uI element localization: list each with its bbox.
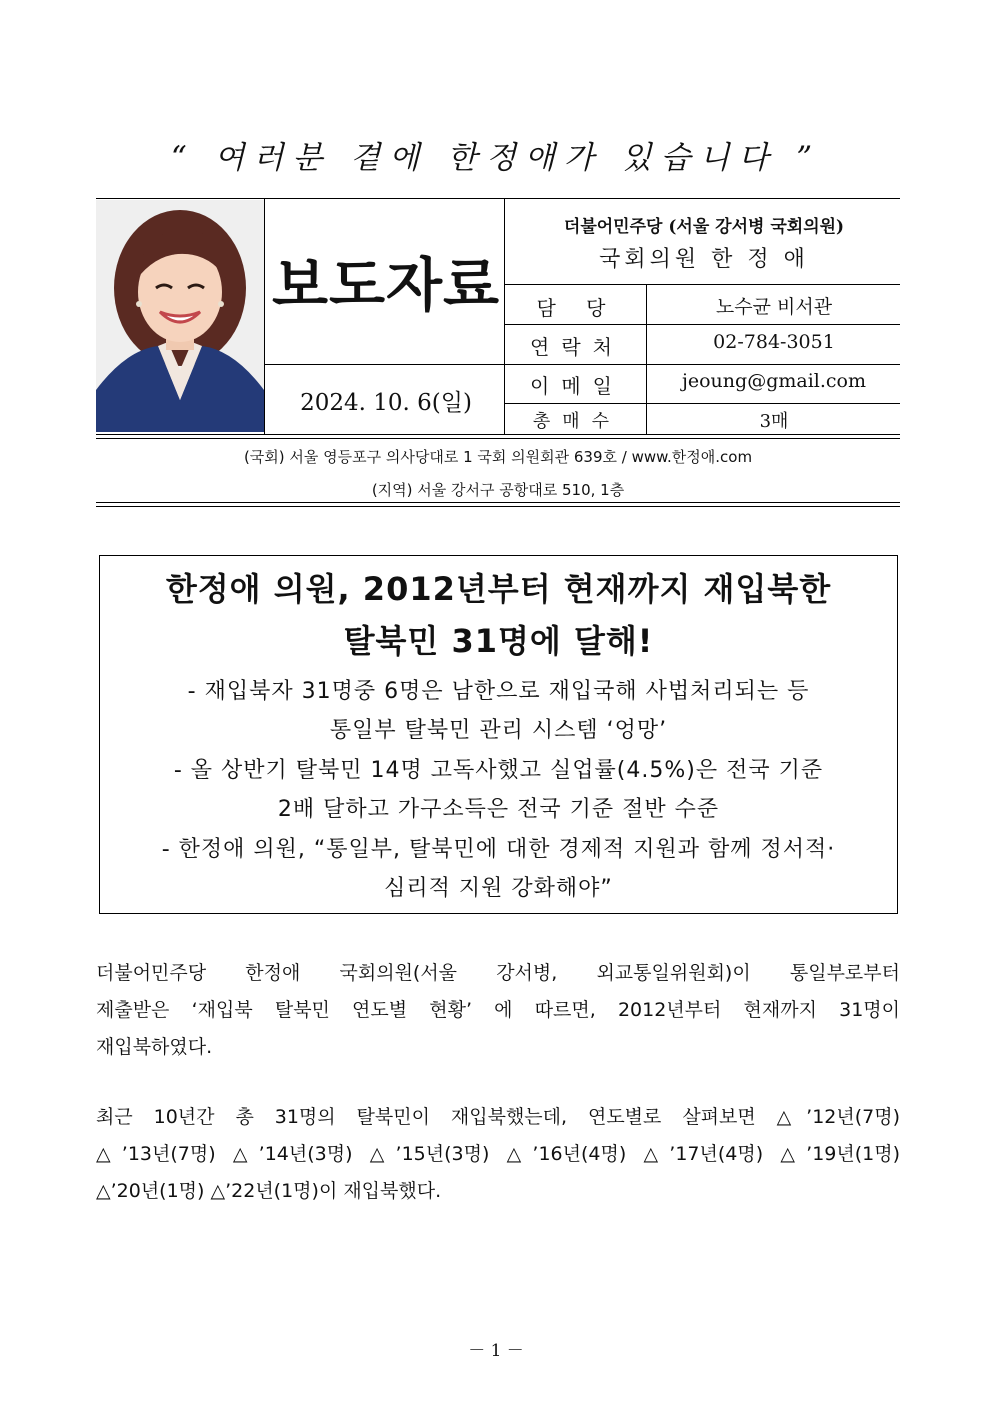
subheadline-1a: - 재입북자 31명중 6명은 남한으로 재입국해 사법처리되는 등: [187, 679, 810, 704]
header-double-rule-top-1: [96, 434, 900, 435]
local-address: (지역) 서울 강서구 공항대로 510, 1층: [371, 481, 625, 499]
body-p2-line-3: △’20년(1명) △’22년(1명)이 재입북했다.: [96, 1180, 442, 1202]
page-number: － 1 －: [468, 1341, 524, 1361]
divider-title-date: [264, 364, 504, 365]
body-p1-line-1: 더불어민주당 한정애 국회의원(서울 강서병, 외교통일위원회)이 통일부로부터: [96, 962, 900, 984]
email-label: 이메일: [530, 374, 624, 398]
subheadline-1b: 통일부 탈북민 관리 시스템 ‘엉망’: [329, 718, 668, 743]
page-count-label: 총매수: [532, 411, 622, 432]
contact-person-label: 담 당: [536, 296, 618, 320]
row-divider-1: [504, 284, 900, 285]
body-p2-line-2: △’13년(7명) △’14년(3명) △’15년(3명) △’16년(4명) △’17년(4명) △’19년(1명): [96, 1143, 900, 1165]
release-date: 2024. 10. 6(일): [300, 390, 472, 416]
subheadline-2a: - 올 상반기 탈북민 14명 고독사했고 실업률(4.5%)은 전국 기준: [173, 758, 824, 783]
subheadline-3b: 심리적 지원 강화해야”: [384, 876, 613, 901]
header-top-border: [96, 198, 900, 199]
national-address: (국회) 서울 영등포구 의사당대로 1 국회 의원회관 639호 / www.한정애.com: [243, 448, 753, 466]
body-p2-line-1: 최근 10년간 총 31명의 탈북민이 재입북했는데, 연도별로 살펴보면 △’12년(7명): [96, 1106, 900, 1128]
subheadline-2b: 2배 달하고 가구소득은 전국 기준 절반 수준: [277, 797, 720, 822]
slogan: “ 여러분 곁에 한정애가 있습니다 ”: [170, 140, 822, 176]
headline-box: [99, 555, 898, 914]
phone-label: 연락처: [530, 335, 624, 359]
email-value: jeoung@gmail.com: [681, 370, 866, 392]
party-affiliation: 더불어민주당 (서울 강서병 국회의원): [563, 217, 845, 237]
body-paragraph-2: [96, 1099, 900, 1210]
body-p1-line-3: 재입북하였다.: [96, 1036, 213, 1058]
press-release-header: [96, 198, 900, 434]
body-paragraph-1: [96, 955, 900, 1066]
header-double-rule-top-2: [96, 438, 900, 439]
row-divider-4: [504, 403, 900, 404]
member-photo: [96, 200, 264, 432]
phone-value: 02-784-3051: [713, 331, 835, 353]
divider-info: [504, 198, 505, 434]
row-divider-2: [504, 324, 900, 325]
contact-person-value: 노수균 비서관: [715, 296, 833, 318]
press-release-title: 보도자료: [271, 251, 501, 319]
member-name: 국회의원 한 정 애: [599, 247, 809, 272]
divider-photo: [264, 198, 265, 434]
body-p1-line-2: 제출받은 ‘재입북 탈북민 연도별 현황’ 에 따르면, 2012년부터 현재까지 31명이: [96, 999, 900, 1021]
address-double-rule-2: [96, 506, 900, 507]
row-divider-3: [504, 364, 900, 365]
subheadline-3a: - 한정애 의원, “통일부, 탈북민에 대한 경제적 지원과 함께 정서적·: [161, 837, 836, 862]
headline-line-2: 탈북민 31명에 달해!: [343, 622, 654, 660]
page-count-value: 3매: [759, 411, 789, 432]
address-double-rule-1: [96, 502, 900, 503]
divider-label-value: [646, 284, 647, 434]
headline-line-1: 한정애 의원, 2012년부터 현재까지 재입북한: [165, 570, 832, 608]
